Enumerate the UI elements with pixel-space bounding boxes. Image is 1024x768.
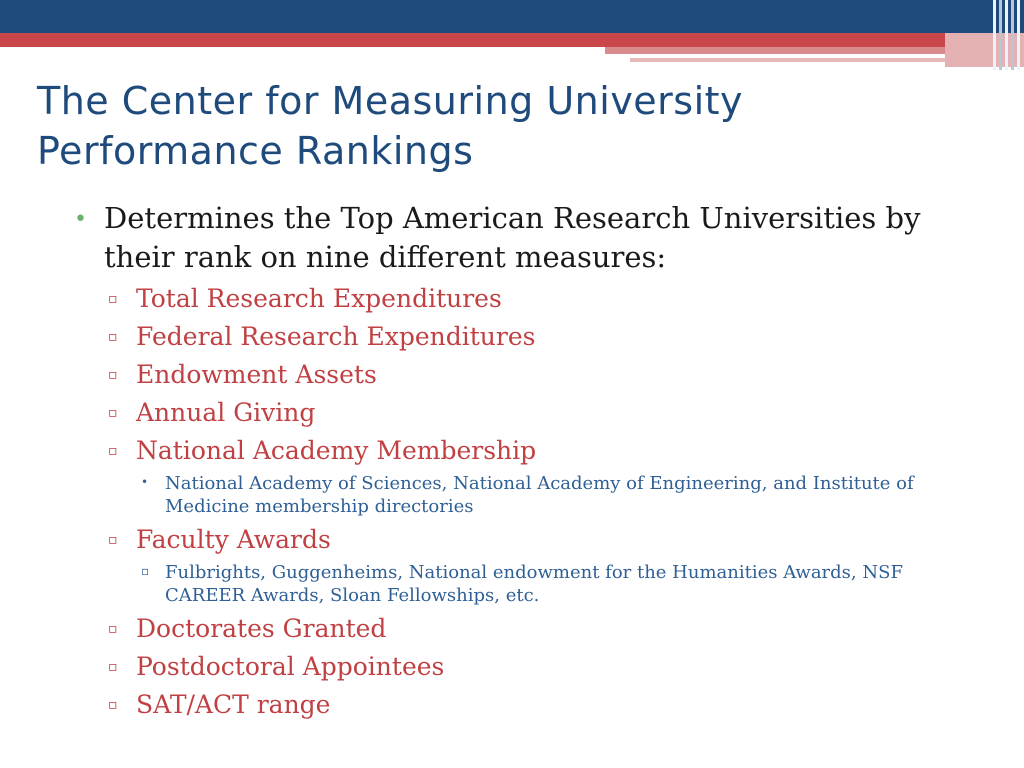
measure-item: Postdoctoral Appointees	[136, 652, 445, 681]
measure-item: Endowment Assets	[136, 360, 377, 389]
bullet-icon: •	[74, 207, 87, 232]
sub-bullet-icon: ▫	[108, 367, 118, 383]
awards-note: Fulbrights, Guggenheims, National endowment for the Humanities Awards, NSF CAREER Awards, Sloan Fellowships, etc.	[165, 562, 903, 606]
measure-item: SAT/ACT range	[136, 690, 331, 719]
measure-item: Total Research Expenditures	[136, 284, 502, 313]
measure-item: Annual Giving	[136, 398, 316, 427]
sub-bullet-icon: ▫	[108, 405, 118, 421]
measure-item: Federal Research Expenditures	[136, 322, 536, 351]
sub-bullet-icon: ▫	[108, 291, 118, 307]
intro-text: Determines the Top American Research Universities by their rank on nine different measures:	[104, 201, 921, 274]
sub-sub-bullet-icon: •	[141, 475, 149, 489]
sub-bullet-icon: ▫	[108, 697, 118, 713]
academy-note: National Academy of Sciences, National Academy of Engineering, and Institute of Medicine membership directories	[165, 473, 914, 517]
measure-item: Doctorates Granted	[136, 614, 387, 643]
measure-item: Faculty Awards	[136, 525, 331, 554]
sub-bullet-icon: ▫	[108, 659, 118, 675]
sub-bullet-icon: ▫	[108, 443, 118, 459]
sub-bullet-icon: ▫	[108, 532, 118, 548]
sub-sub-bullet-icon: ▫	[141, 564, 150, 578]
slide-title: The Center for Measuring University Performance Rankings	[37, 79, 744, 173]
measure-item: National Academy Membership	[136, 436, 537, 465]
sub-bullet-icon: ▫	[108, 329, 118, 345]
sub-bullet-icon: ▫	[108, 621, 118, 637]
